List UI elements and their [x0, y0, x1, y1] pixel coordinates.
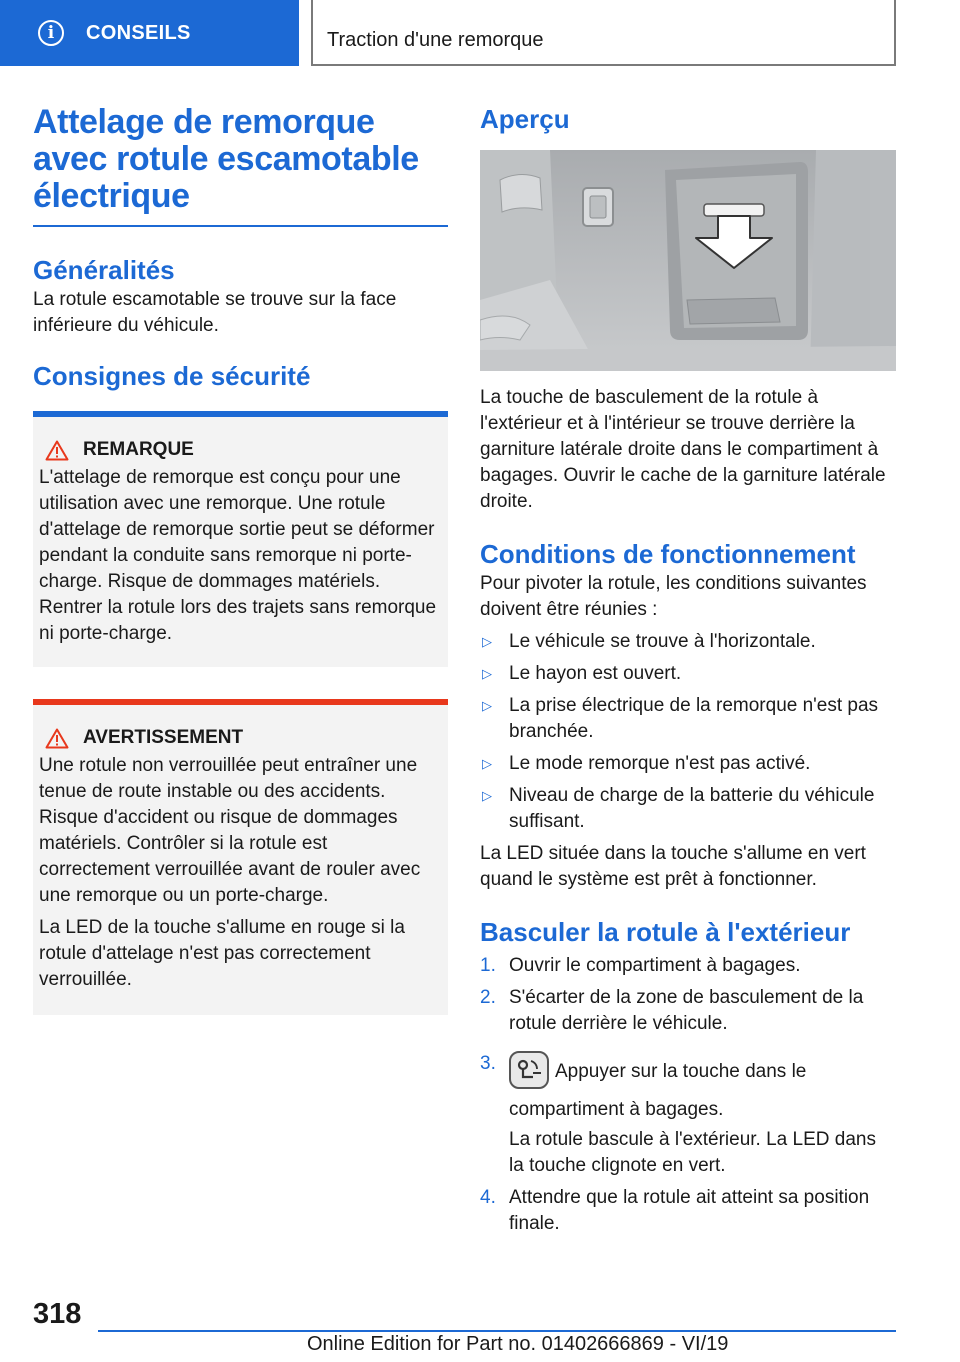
info-icon: i [38, 20, 64, 46]
conditions-list [480, 629, 896, 835]
step-item: 4. Attendre que la rotule ait atteint sa position finale. [480, 1187, 870, 1234]
page-number: 318 [33, 1298, 82, 1330]
conditions-heading: Conditions de fonctionnement [480, 539, 856, 569]
apercu-heading: Aperçu [480, 104, 570, 134]
warning-triangle-icon [45, 440, 69, 461]
generalites-heading: Généralités [33, 255, 175, 285]
basculer-heading: Basculer la rotule à l'extérieur [480, 917, 851, 947]
trailer-hitch-button-icon [509, 1051, 549, 1097]
trunk-photo [480, 150, 896, 371]
triangle-bullet-icon: ▷ [482, 666, 492, 681]
warning-triangle-icon [45, 728, 69, 749]
section-label: CONSEILS [86, 21, 191, 44]
right-column [480, 104, 896, 1237]
triangle-bullet-icon: ▷ [482, 698, 492, 713]
section-tab[interactable] [0, 0, 299, 66]
warning-led-text: La LED de la touche s'allume en rouge si la rotule d'attelage n'est pas correctement verrouillée. [39, 917, 405, 990]
conditions-led-text: La LED située dans la touche s'allume en vert quand le système est prêt à fonctionner. [480, 843, 866, 890]
list-item: ▷ Niveau de charge de la batterie du véhicule suffisant. [482, 785, 875, 832]
note-box [33, 411, 448, 667]
chapter-header [311, 0, 896, 66]
note-text: L'attelage de remorque est conçu pour une utilisation avec une remorque. Une rotule d'attelage de remorque sortie peut se déformer pendant la conduite sans remorque ni porte-charge. Risque de dommages matériels. Rentrer la rotule lors des trajets sans remorque ni porte-charge. [39, 467, 437, 644]
apercu-text: La touche de basculement de la rotule à l'extérieur et à l'intérieur se trouve derrière la garniture latérale droite dans le compartiment à bagages. Ouvrir le cache de la garniture latérale droite. [480, 387, 886, 512]
triangle-bullet-icon: ▷ [482, 756, 492, 771]
triangle-bullet-icon: ▷ [482, 788, 492, 803]
list-item: ▷ Le véhicule se trouve à l'horizontale. [480, 629, 896, 655]
step-3-result: La rotule bascule à l'extérieur. La LED dans la touche clignote en vert. [509, 1129, 876, 1176]
steps-list [480, 953, 896, 1237]
list-item: ▷ Le mode remorque n'est pas activé. [480, 751, 896, 777]
step-item: 1. Ouvrir le compartiment à bagages. [480, 955, 801, 976]
step-item: 2. S'écarter de la zone de basculement de la rotule derrière le véhicule. [480, 987, 864, 1034]
warning-label: AVERTISSEMENT [83, 727, 244, 748]
list-item: ▷ La prise électrique de la remorque n'est pas branchée. [482, 695, 879, 742]
trunk-illustration [480, 150, 896, 371]
triangle-bullet-icon: ▷ [482, 634, 492, 649]
chapter-title: Traction d'une remorque [327, 29, 544, 51]
page-title: Attelage de remorque avec rotule escamotable électrique [33, 103, 419, 215]
left-column [33, 104, 448, 1015]
note-label: REMARQUE [83, 439, 194, 460]
warning-text: Une rotule non verrouillée peut entraîner une tenue de route instable ou des accidents. Risque d'accident ou risque de dommages matériels. Contrôler si la rotule est correctement verrouillée avant de rouler avec une remorque ou un porte-charge. [39, 755, 421, 906]
title-divider [33, 225, 448, 227]
conditions-intro: Pour pivoter la rotule, les conditions suivantes doivent être réunies : [480, 573, 867, 620]
list-item: ▷ Le hayon est ouvert. [480, 661, 896, 687]
step-item: 3. Appuyer sur la touche dans le compartiment à bagages. La rotule bascule à l'extérieur. La LED dans la touche clignote en vert. [480, 1051, 896, 1179]
footer-divider [98, 1330, 896, 1332]
warning-box [33, 699, 448, 1015]
generalites-text: La rotule escamotable se trouve sur la face inférieure du véhicule. [33, 289, 397, 336]
edition-text: Online Edition for Part no. 01402666869 - VI/19 [307, 1333, 729, 1355]
consignes-heading: Consignes de sécurité [33, 361, 311, 391]
